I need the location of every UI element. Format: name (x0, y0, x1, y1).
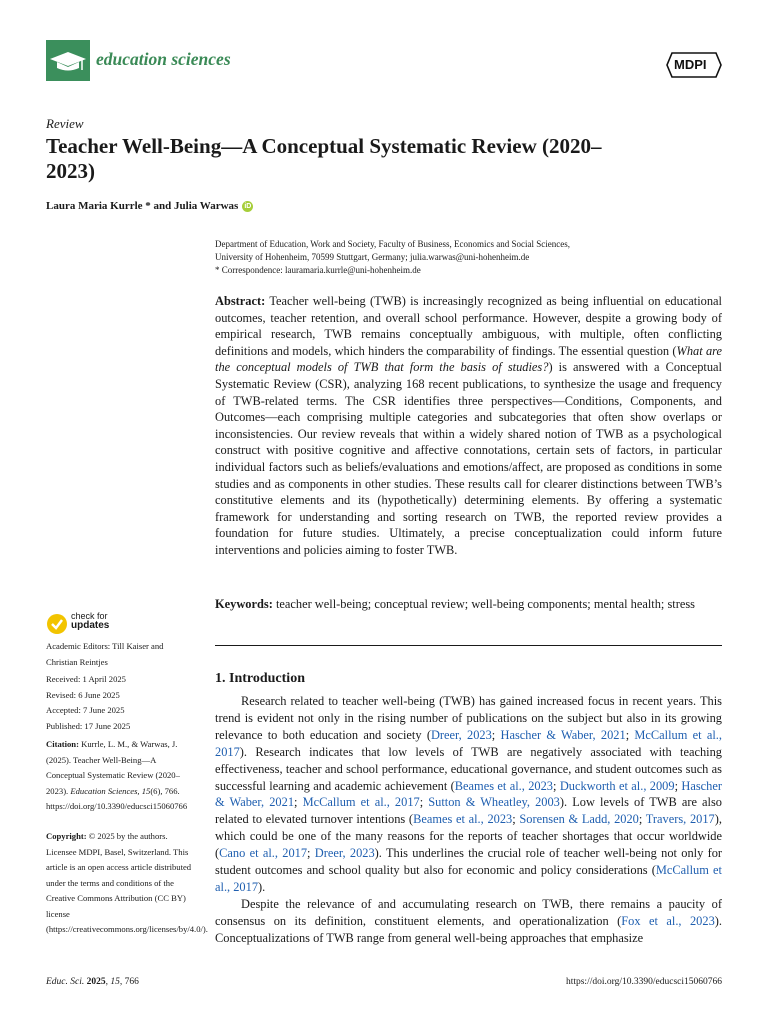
citation-label: Citation: (46, 739, 79, 749)
paragraph-text: ; (491, 727, 501, 742)
abstract-text: Teacher well-being (TWB) is increasingly recognized as being influential on educational outcomes, teacher retention, and overall school performance. However, despite a growing body of empirical research, TWB remains conceptually ambiguous, with multiple, often conflicting definitions and models, which hinders the comparability of findings. The essential question ( (215, 294, 722, 358)
paragraph-text: ; (307, 846, 315, 861)
paragraph-text: ). This underlines the crucial role of teacher well-being not only for student outcomes and school quality but also for economic and policy considerations ( (215, 846, 723, 878)
paragraph-text: ; (294, 795, 303, 810)
keywords (215, 596, 722, 613)
published-date: Published: 17 June 2025 (46, 720, 131, 731)
citation-journal: Education Sciences, 15 (70, 785, 151, 796)
keywords-text: teacher well-being; conceptual review; well-being components; mental health; stress (275, 597, 696, 611)
paragraph-text: ; (419, 795, 429, 810)
check-label: check for (71, 611, 108, 621)
paragraph (215, 693, 722, 896)
citation-link[interactable]: Beames et al., 2023 (413, 812, 513, 827)
paragraph-text: ). Research indicates that low levels of TWB are negatively associated with teaching effectiveness, teacher and school performance, educational governance, and student outcomes such as successful learning and academic achievement ( (215, 744, 722, 793)
publisher-name: MDPI (674, 57, 707, 72)
abstract-text: ) is answered with a Conceptual Systematic Review (CSR), analyzing 168 recent publications, to synthesize the usage and frequency of TWB-related terms. The CSR identifies three perspectives—Conditions, Components, and Outcomes—each comprising multiple categories and subcategories that often show overlaps or inconsistencies. Our review reveals that within a widely shared notion of TWB as a psychological construct with positive cognitive and affective connotations, certain sets of factors, in particular individual factors such as beliefs/evaluations and emotions/affect, are proposed as conditions in some studies and as components in other studies. These results call for clearer distinctions between TWB’s constitutive elements and its (hypothetically) determining elements. By offering a systematic framework for understanding and sorting research on TWB, the reported review provides a foundation for future studies. Ultimately, a precise conceptualization could inform future interventions and policies aiming to foster TWB. (215, 360, 723, 557)
footer-doi[interactable]: https://doi.org/10.3390/educsci15060766 (565, 977, 722, 987)
footer-citation: Educ. Sci. 2025, 15, 766 (46, 977, 139, 987)
paragraph-text: ; (638, 812, 646, 827)
citation-link[interactable]: Hascher & Waber, 2021 (500, 727, 626, 742)
footer-journal: Educ. Sci. (46, 977, 85, 987)
paragraph-text: ). Conceptualizations of TWB range from general well-being approaches that emphasize (215, 913, 722, 945)
copyright-label: Copyright: (46, 831, 87, 841)
citation-doi[interactable]: (6), 766. https://doi.org/10.3390/educsci15060766 (46, 785, 188, 811)
footer-article: , 766 (119, 977, 139, 987)
accepted-date: Accepted: 7 June 2025 (46, 705, 125, 715)
affiliations (215, 238, 735, 277)
citation-link[interactable]: Sutton & Wheatley, 2003 (428, 795, 560, 810)
citation-link[interactable]: Sorensen & Ladd, 2020 (519, 812, 639, 827)
citation-link[interactable]: McCallum et al., 2017 (302, 795, 420, 810)
abstract-label: Abstract: (215, 294, 266, 308)
paragraph-text: ; (625, 727, 635, 742)
dates (46, 672, 196, 734)
paragraph-text: Despite the relevance of and accumulating research on TWB, there remains a paucity of consensus on its definition, constituent elements, and operationalization ( (215, 896, 722, 928)
paragraph-text: ; (553, 778, 560, 793)
received-date: Received: 1 April 2025 (46, 674, 126, 684)
copyright-text: © 2025 by the authors. Licensee MDPI, Basel, Switzerland. This article is an open access article distributed under the terms and conditions of the Creative Commons Attribution (CC BY) license (https://creativecommons.org/licenses/by/4.0/). (46, 831, 208, 934)
paragraph (215, 896, 722, 947)
page-title: Teacher Well-Being—A Conceptual Systematic Review (2020–2023) (46, 134, 602, 183)
divider (215, 645, 722, 646)
author-names[interactable]: Laura Maria Kurrle * and Julia Warwas (46, 200, 239, 212)
mortarboard-icon (46, 40, 90, 81)
mdpi-logo[interactable] (666, 50, 722, 80)
paragraph-text: ). (258, 879, 266, 894)
citation-link[interactable]: Dreer, 2023 (430, 727, 492, 742)
paragraph-text: ; (674, 778, 682, 793)
journal-name[interactable]: education sciences (96, 49, 231, 69)
orcid-icon[interactable]: iD (244, 203, 252, 210)
academic-editors: Academic Editors: Till Kaiser and Christian Reintjes (46, 641, 164, 667)
check-updates-icon (46, 613, 68, 635)
correspondence: * Correspondence: lauramaria.kurrle@uni-hohenheim.de (215, 265, 421, 275)
revised-date: Revised: 6 June 2025 (46, 689, 120, 700)
citation-link[interactable]: McCallum et al., 2017 (215, 863, 722, 894)
citation-link[interactable]: Fox et al., 2023 (621, 913, 715, 928)
paragraph-text: ; (512, 812, 520, 827)
citation-text: Kurrle, L. M., & Warwas, J. (2025). Teacher Well-Being—A Conceptual Systematic Review (2020–2023). (46, 739, 180, 796)
citation-link[interactable]: Beames et al., 2023 (454, 778, 554, 793)
affiliation-line: University of Hohenheim, 70599 Stuttgart, Germany; julia.warwas@uni-hohenheim.de (215, 252, 530, 262)
abstract (215, 293, 722, 559)
paragraph-text: ). Low levels of TWB are also related to elevated turnover intentions ( (215, 795, 722, 827)
citation-link[interactable]: Hascher & Waber, 2021 (215, 778, 722, 810)
copyright (46, 829, 208, 938)
article-type: Review (46, 116, 84, 131)
paragraph-text: Research related to teacher well-being (TWB) has gained increased focus in recent years. This trend is evident not only in the rising number of publications on the subject but also in its growing relevance to both education and society ( (215, 694, 722, 742)
journal-logo (46, 40, 90, 81)
citation-link[interactable]: Travers, 2017 (645, 812, 715, 827)
citation (46, 737, 196, 815)
updates-label: updates (71, 620, 110, 631)
abstract-question: What are the conceptual models of TWB that form the basis of studies? (215, 343, 723, 375)
footer-volume: 15 (110, 977, 120, 987)
keywords-label: Keywords: (215, 597, 273, 611)
footer-year: 2025 (86, 977, 106, 987)
affiliation-line: Department of Education, Work and Society, Faculty of Business, Economics and Social Sciences, (215, 239, 570, 249)
introduction-body (215, 693, 722, 947)
section-heading: 1. Introduction (215, 671, 305, 686)
citation-link[interactable]: Dreer, 2023 (314, 846, 375, 861)
citation-link[interactable]: McCallum et al., 2017 (215, 727, 722, 759)
author-list (46, 200, 253, 212)
paragraph-text: ), which could be one of the many reasons for the reports of teacher shortages that occur worldwide ( (215, 812, 722, 861)
citation-link[interactable]: Cano et al., 2017 (219, 846, 308, 861)
citation-link[interactable]: Duckworth et al., 2009 (559, 778, 675, 793)
